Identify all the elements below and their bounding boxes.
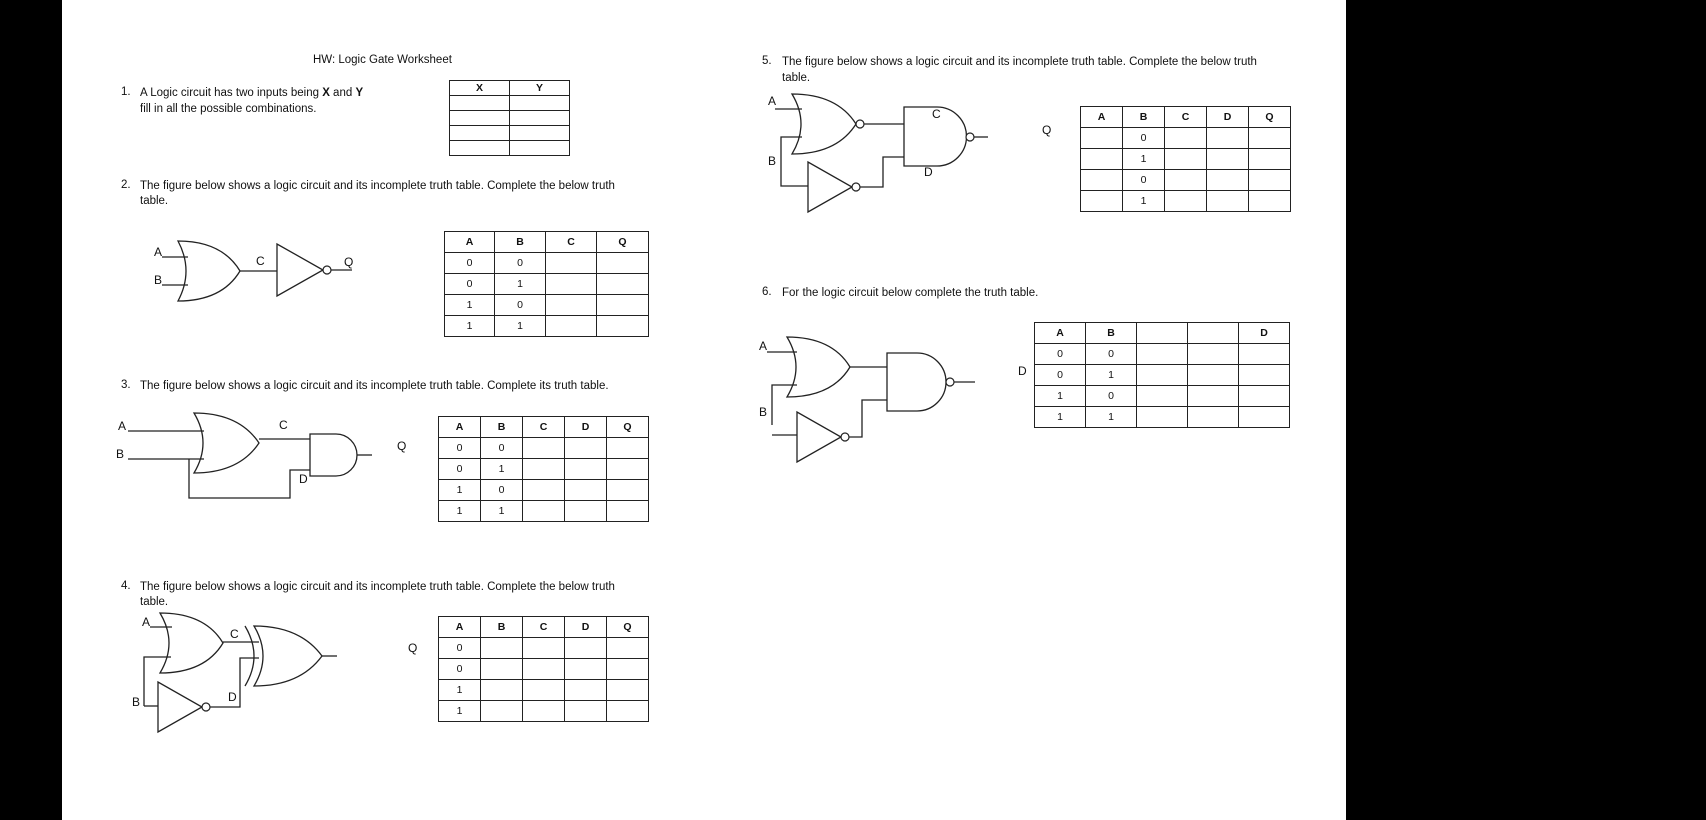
table-cell[interactable]: [523, 501, 565, 522]
q1-number: 1.: [121, 86, 131, 98]
q3-truth-table: [438, 416, 649, 522]
table-cell[interactable]: [565, 659, 607, 680]
q2-label-b: B: [154, 273, 163, 287]
table-cell: 0: [481, 438, 523, 459]
q4-circuit-diagram: [132, 612, 418, 737]
table-cell[interactable]: [565, 501, 607, 522]
q2-number: 2.: [121, 179, 131, 191]
table-cell[interactable]: [450, 126, 510, 141]
q5-circuit-diagram: [762, 90, 1062, 215]
table-cell: 0: [495, 253, 546, 274]
not-bubble-icon: [202, 703, 210, 711]
table-cell[interactable]: [1188, 365, 1239, 386]
q4-header-q: Q: [607, 617, 649, 638]
table-cell[interactable]: [1188, 386, 1239, 407]
table-cell[interactable]: [481, 701, 523, 722]
table-cell[interactable]: [607, 438, 649, 459]
table-cell[interactable]: [607, 501, 649, 522]
table-cell[interactable]: [1239, 344, 1290, 365]
q5-header-q: Q: [1249, 107, 1291, 128]
table-cell: 1: [1086, 365, 1137, 386]
q5-label-a: A: [768, 94, 777, 108]
not-gate-icon: [808, 162, 852, 212]
table-cell: 0: [1123, 170, 1165, 191]
wire: [849, 400, 887, 437]
table-cell[interactable]: [450, 96, 510, 111]
table-cell[interactable]: [510, 141, 570, 156]
table-cell[interactable]: [607, 480, 649, 501]
table-cell[interactable]: [597, 274, 649, 295]
q5-label-d: D: [924, 165, 933, 179]
table-cell: 0: [439, 638, 481, 659]
worksheet-title: HW: Logic Gate Worksheet: [313, 54, 452, 66]
table-cell[interactable]: [546, 253, 597, 274]
q2-header-b: B: [495, 232, 546, 253]
table-cell: 1: [1035, 386, 1086, 407]
table-cell[interactable]: [523, 459, 565, 480]
q3-header-b: B: [481, 417, 523, 438]
table-cell[interactable]: [1239, 386, 1290, 407]
table-cell[interactable]: [510, 96, 570, 111]
table-cell[interactable]: [597, 316, 649, 337]
q6-truth-table: [1034, 322, 1290, 428]
table-cell[interactable]: [1165, 128, 1207, 149]
q4-header-b: B: [481, 617, 523, 638]
q1-line2: fill in all the possible combinations.: [140, 103, 317, 115]
q1-header-x: X: [450, 81, 510, 96]
wire: [860, 157, 904, 187]
q5-number: 5.: [762, 55, 772, 67]
q3-label-d: D: [299, 472, 308, 486]
table-cell[interactable]: [1137, 386, 1188, 407]
table-cell[interactable]: [481, 659, 523, 680]
q5-label-q: Q: [1042, 123, 1052, 137]
nand-gate-icon: [887, 353, 946, 411]
q4-number: 4.: [121, 580, 131, 592]
table-cell[interactable]: [523, 659, 565, 680]
not-bubble-icon: [323, 266, 331, 274]
table-cell[interactable]: [1165, 191, 1207, 212]
q4-header-c: C: [523, 617, 565, 638]
q4-truth-table: [438, 616, 649, 722]
q6-number: 6.: [762, 286, 772, 298]
q4-header-d: D: [565, 617, 607, 638]
or-gate-icon: [178, 241, 240, 301]
table-cell[interactable]: [450, 111, 510, 126]
table-cell: 1: [445, 316, 495, 337]
table-cell[interactable]: [1249, 191, 1291, 212]
q4-label-q: Q: [408, 641, 418, 655]
or-gate-icon: [792, 94, 856, 154]
table-cell: 1: [439, 480, 481, 501]
table-cell[interactable]: [546, 295, 597, 316]
q2-label-c: C: [256, 254, 265, 268]
wire: [781, 160, 808, 186]
table-cell: 0: [1035, 344, 1086, 365]
q1-truth-table: [449, 80, 570, 156]
q3-label-b: B: [116, 447, 125, 461]
worksheet-page: [62, 0, 1346, 820]
table-cell: 0: [495, 295, 546, 316]
q3-label-a: A: [118, 419, 127, 433]
wire: [772, 385, 797, 425]
q6-header-blank: [1188, 323, 1239, 344]
table-cell: 1: [439, 501, 481, 522]
table-cell[interactable]: [565, 680, 607, 701]
q6-line1: For the logic circuit below complete the truth table.: [782, 287, 1039, 299]
or-gate-icon: [194, 413, 259, 473]
q3-label-c: C: [279, 418, 288, 432]
table-cell[interactable]: [1207, 170, 1249, 191]
q3-circuit-diagram: [114, 408, 407, 503]
table-cell[interactable]: [481, 638, 523, 659]
table-cell[interactable]: [450, 141, 510, 156]
table-cell[interactable]: [607, 459, 649, 480]
table-cell[interactable]: [510, 111, 570, 126]
table-cell: 0: [1035, 365, 1086, 386]
table-cell[interactable]: [565, 701, 607, 722]
q5-header-c: C: [1165, 107, 1207, 128]
q6-header-d: D: [1239, 323, 1290, 344]
q6-label-a: A: [759, 339, 768, 353]
table-cell[interactable]: [523, 638, 565, 659]
table-cell[interactable]: [1188, 407, 1239, 428]
q1-and-word: and: [329, 87, 356, 99]
table-cell[interactable]: [546, 274, 597, 295]
table-cell[interactable]: [523, 480, 565, 501]
xor-input-arc-icon: [245, 626, 254, 686]
q6-label-d: D: [1018, 364, 1027, 378]
not-gate-icon: [797, 412, 841, 462]
table-cell[interactable]: [1239, 407, 1290, 428]
xor-gate-icon: [254, 626, 322, 686]
table-cell: 1: [1035, 407, 1086, 428]
table-cell: 1: [445, 295, 495, 316]
q3-header-c: C: [523, 417, 565, 438]
q2-label-q: Q: [344, 255, 354, 269]
table-cell[interactable]: [607, 701, 649, 722]
table-cell[interactable]: [1207, 128, 1249, 149]
q3-header-d: D: [565, 417, 607, 438]
q5-truth-table: [1080, 106, 1291, 212]
q4-line2: table.: [140, 596, 169, 608]
q5-header-b: B: [1123, 107, 1165, 128]
table-cell[interactable]: [1081, 149, 1123, 170]
table-cell[interactable]: [1137, 407, 1188, 428]
table-cell[interactable]: [565, 438, 607, 459]
q2-circuit-diagram: [152, 230, 372, 305]
table-cell[interactable]: [607, 659, 649, 680]
table-cell[interactable]: [546, 316, 597, 337]
table-cell: 1: [1123, 149, 1165, 170]
table-cell[interactable]: [1137, 344, 1188, 365]
q4-label-b: B: [132, 695, 141, 709]
and-gate-icon: [310, 434, 357, 476]
q2-label-a: A: [154, 245, 163, 259]
table-cell: 1: [495, 316, 546, 337]
q6-header-b: B: [1086, 323, 1137, 344]
q4-label-a: A: [142, 615, 151, 629]
q5-header-a: A: [1081, 107, 1123, 128]
q4-label-c: C: [230, 627, 239, 641]
wire: [189, 459, 310, 498]
table-cell[interactable]: [597, 253, 649, 274]
table-cell: 0: [439, 659, 481, 680]
q1-line1-text: A Logic circuit has two inputs being: [140, 87, 323, 99]
table-cell[interactable]: [607, 638, 649, 659]
table-cell: 1: [495, 274, 546, 295]
table-cell[interactable]: [1081, 128, 1123, 149]
table-cell[interactable]: [597, 295, 649, 316]
q2-line2: table.: [140, 195, 169, 207]
table-cell[interactable]: [1249, 128, 1291, 149]
q3-label-q: Q: [397, 439, 407, 453]
q6-header-blank: [1137, 323, 1188, 344]
not-gate-icon: [277, 244, 323, 296]
not-gate-icon: [158, 682, 202, 732]
table-cell: 0: [439, 438, 481, 459]
q1-header-y: Y: [510, 81, 570, 96]
table-cell[interactable]: [510, 126, 570, 141]
table-cell[interactable]: [565, 480, 607, 501]
q2-header-a: A: [445, 232, 495, 253]
table-cell: 0: [445, 253, 495, 274]
table-cell[interactable]: [1188, 344, 1239, 365]
table-cell: 0: [481, 480, 523, 501]
table-cell[interactable]: [565, 459, 607, 480]
table-cell[interactable]: [1165, 149, 1207, 170]
q5-label-b: B: [768, 154, 777, 168]
table-cell[interactable]: [523, 438, 565, 459]
table-cell: 1: [1123, 191, 1165, 212]
or-gate-icon: [787, 337, 850, 397]
q2-line1: The figure below shows a logic circuit and its incomplete truth table. Complete the below truth: [140, 180, 615, 192]
q2-header-q: Q: [597, 232, 649, 253]
q6-label-b: B: [759, 405, 768, 419]
q1-y-var: Y: [355, 87, 364, 99]
not-bubble-icon: [841, 433, 849, 441]
table-cell: 0: [445, 274, 495, 295]
table-cell[interactable]: [1249, 149, 1291, 170]
q1-x-var: X: [322, 87, 330, 99]
table-cell[interactable]: [1207, 191, 1249, 212]
table-cell[interactable]: [1249, 170, 1291, 191]
q5-line1: The figure below shows a logic circuit and its incomplete truth table. Complete the below truth: [782, 56, 1257, 68]
not-bubble-icon: [852, 183, 860, 191]
table-cell: 0: [439, 459, 481, 480]
q5-label-c: C: [932, 107, 941, 121]
q3-header-a: A: [439, 417, 481, 438]
or-gate-icon: [160, 613, 223, 673]
table-cell[interactable]: [523, 701, 565, 722]
nand-bubble-icon: [946, 378, 954, 386]
table-cell[interactable]: [1207, 149, 1249, 170]
q1-line1: [140, 85, 363, 101]
table-cell: 1: [439, 680, 481, 701]
table-cell[interactable]: [1081, 191, 1123, 212]
table-cell: 1: [439, 701, 481, 722]
q4-label-d: D: [228, 690, 237, 704]
table-cell[interactable]: [607, 680, 649, 701]
q3-number: 3.: [121, 379, 131, 391]
table-cell: 0: [1086, 344, 1137, 365]
table-cell[interactable]: [1165, 170, 1207, 191]
q5-line2: table.: [782, 72, 811, 84]
table-cell[interactable]: [523, 680, 565, 701]
nand-bubble-icon: [966, 133, 974, 141]
q6-circuit-diagram: [757, 330, 1057, 470]
q6-header-a: A: [1035, 323, 1086, 344]
nor-bubble-icon: [856, 120, 864, 128]
q2-truth-table: [444, 231, 649, 337]
q4-header-a: A: [439, 617, 481, 638]
q2-header-c: C: [546, 232, 597, 253]
q3-line1: The figure below shows a logic circuit and its incomplete truth table. Complete its truth table.: [140, 380, 609, 392]
table-cell: 1: [481, 459, 523, 480]
table-cell[interactable]: [565, 638, 607, 659]
table-cell: 0: [1123, 128, 1165, 149]
table-cell[interactable]: [481, 680, 523, 701]
table-cell[interactable]: [1239, 365, 1290, 386]
table-cell: 0: [1086, 386, 1137, 407]
table-cell[interactable]: [1081, 170, 1123, 191]
q5-header-d: D: [1207, 107, 1249, 128]
q3-header-q: Q: [607, 417, 649, 438]
table-cell[interactable]: [1137, 365, 1188, 386]
table-cell: 1: [1086, 407, 1137, 428]
table-cell: 1: [481, 501, 523, 522]
q4-line1: The figure below shows a logic circuit and its incomplete truth table. Complete the below truth: [140, 581, 615, 593]
